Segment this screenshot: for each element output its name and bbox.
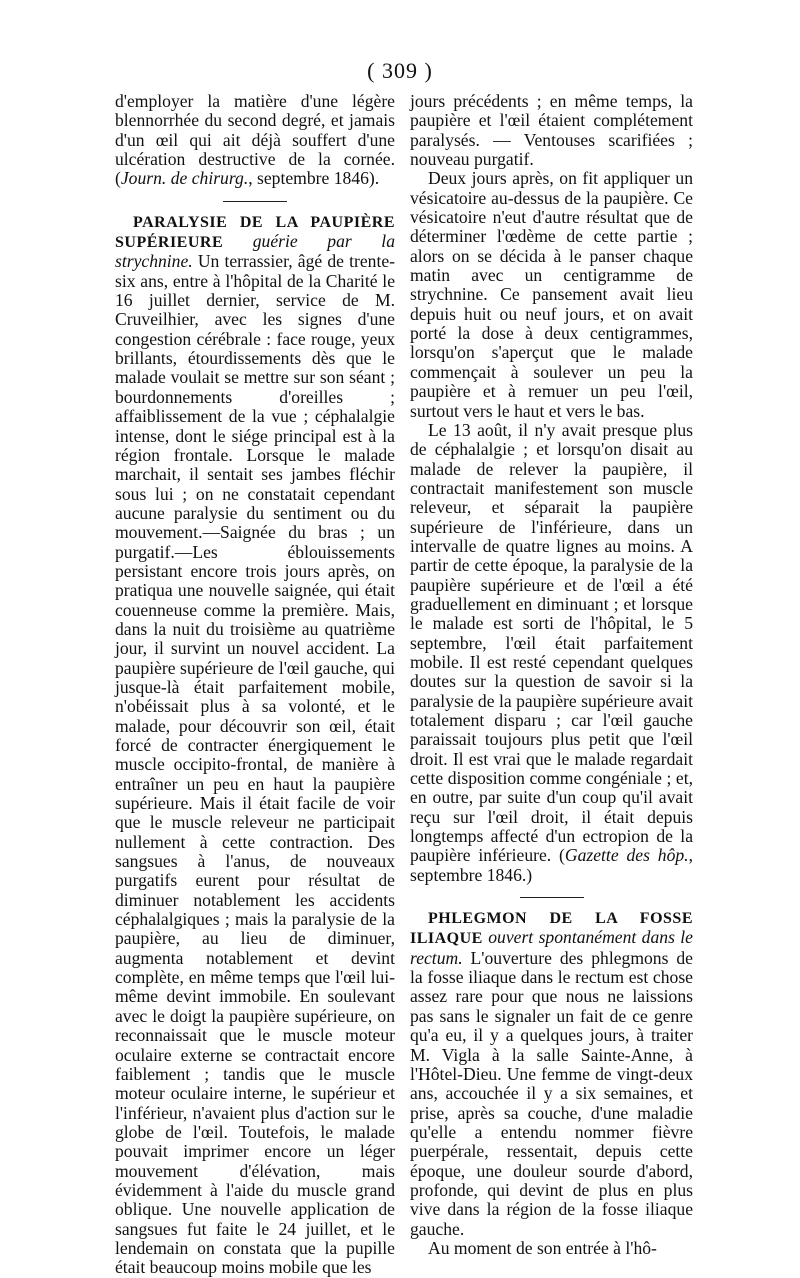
article-title: PHLEGMON DE LA FOSSE ILIAQUE — [410, 910, 693, 948]
paragraph-eye-warning — [115, 92, 395, 189]
article-paralysie — [115, 212, 395, 1278]
paragraph-13-aout — [410, 421, 693, 885]
article-subtitle: guérie par la strychnine. — [115, 231, 395, 272]
citation-date: , septembre 1846.) — [410, 845, 693, 885]
paragraph-text: Le 13 août, il n'y avait presque plus de céphalalgie ; et lorsqu'on disait au malade de relever la paupière, il contractait manifestement son muscle releveur, et séparait la paupière supérieure de l'inférieure, dans un intervalle de quatre lignes au moins. A partir de cette époque, la paralysie de la paupière supérieure et de l'œil a été graduellement en diminuant ; et lorsque le malade est sorti de l'hôpital, le 5 septembre, l'œil était parfaitement mobile. Il est resté cependant quelques doutes sur la question de savoir si la paralysie de la paupière supérieure avait totalement disparu ; car l'œil gauche paraissait toujours plus petit que l'œil droit. Il est vrai que le malade regardait cette disposition comme congéniale ; et, en outre, par suite d'un coup qu'il avait reçu sur l'œil droit, il était depuis longtemps affecté d'un ectropion de la paupière inférieure. ( — [410, 419, 693, 866]
paragraph-text: d'employer la matière d'une légère blennorrhée du second degré, et jamais d'un œil qui ait déjà souffert d'une ulcération destructive de la cornée. ( — [115, 91, 395, 189]
page-number: ( 309 ) — [367, 58, 433, 83]
article-phlegmon — [410, 908, 693, 1239]
section-divider — [223, 201, 287, 202]
right-column — [410, 92, 693, 1258]
article-body: L'ouverture des phlegmons de la fosse iliaque dans le rectum est chose assez rare pour que nous ne laissions pas sans le signaler un fait de ce genre qu'a eu, il y a quelques jours, à traiter M. Vigla à la salle Sainte-Anne, à l'Hôtel-Dieu. Une femme de vingt-deux ans, accouchée il y a six semaines, et prise, après sa couche, d'une maladie qu'elle a entendu nommer fièvre puerpérale, ressentait, depuis cette époque, une douleur sourde d'abord, profonde, qui devint de plus en plus vive dans la région de la fosse iliaque gauche. — [410, 947, 693, 1239]
left-column — [115, 92, 395, 1278]
section-divider — [520, 897, 584, 898]
article-body: Un terrassier, âgé de trente-six ans, entre à l'hôpital de la Charité le 16 juillet dernier, service de M. Cruveilhier, avec les signes d'une congestion cérébrale : face rouge, yeux brillants, étourdissements dès que le malade voulait se mettre sur son séant ; bourdonnements d'oreilles ; affaiblissement de la vue ; céphalalgie intense, dont le siége principal est à la région frontale. Lorsque le malade marchait, il sentait ses jambes fléchir sous lui ; on ne constatait cependant aucune paralysie du sentiment ou du mouvement.—Saignée du bras ; un purgatif.—Les éblouissements persistant encore trois jours après, on pratiqua une nouvelle saignée, qui était couenneuse comme la première. Mais, dans la nuit du troisième au quatrième jour, il survint un nouvel accident. La paupière supérieure de l'œil gauche, qui jusque-là était parfaitement mobile, n'obéissait plus à sa volonté, et le malade, pour découvrir son œil, était forcé de contracter énergiquement le muscle occipito-frontal, de manière à entraîner un peu en haut la paupière supérieure. Mais il était facile de voir que le muscle releveur ne participait nullement à cette contraction. Des sangsues à l'anus, de nouveaux purgatifs eurent pour résultat de diminuer notablement les accidents céphalalgiques ; mais la paralysie de la paupière, au lieu de diminuer, augmenta notablement et devint complète, en même temps que l'œil lui-même devint immobile. En soulevant avec le doigt la paupière supérieure, on reconnaissait que le muscle moteur oculaire externe se contractait encore faiblement ; tandis que le muscle moteur oculaire interne, le supérieur et l'inférieur, n'avaient plus d'action sur le globe de l'œil. Toutefois, le malade pouvait imprimer encore un léger mouvement d'élévation, mais évidemment à l'aide du muscle grand oblique. Une nouvelle application de sangsues fut faite le 24 juillet, et le lendemain on constata que la pupille était beaucoup moins mobile que les — [115, 251, 395, 1278]
source-citation: Gazette des hôp. — [564, 845, 689, 866]
paragraph-continuation: jours précédents ; en même temps, la paupière et l'œil étaient complétement paralysés. — Ventouses scarifiées ; nouveau purgatif. — [410, 91, 693, 170]
article-title: PARALYSIE DE LA PAUPIÈRE SUPÉRIEURE — [115, 213, 395, 252]
citation-date: , septembre 1846). — [248, 168, 380, 189]
paragraph-vesicatoire: Deux jours après, on fit appliquer un vésicatoire au-dessus de la paupière. Ce vésicatoire n'eut d'autre résultat que de déterminer l'œdème de cette partie ; alors on se décida à le panser chaque matin avec un centigramme de strychnine. Ce pansement avait lieu depuis huit ou neuf jours, et on avait porté la dose à deux centigrammes, lorsqu'on s'aperçut que le malade commençait à soulever un peu la paupière et à remuer un peu l'œil, surtout vers le haut et vers le bas. — [410, 168, 693, 421]
paragraph-entree: Au moment de son entrée à l'hô- — [428, 1237, 657, 1258]
article-subtitle: ouvert spontanément dans le rectum. — [410, 927, 693, 968]
source-citation: Journ. de chirurg. — [120, 168, 249, 189]
